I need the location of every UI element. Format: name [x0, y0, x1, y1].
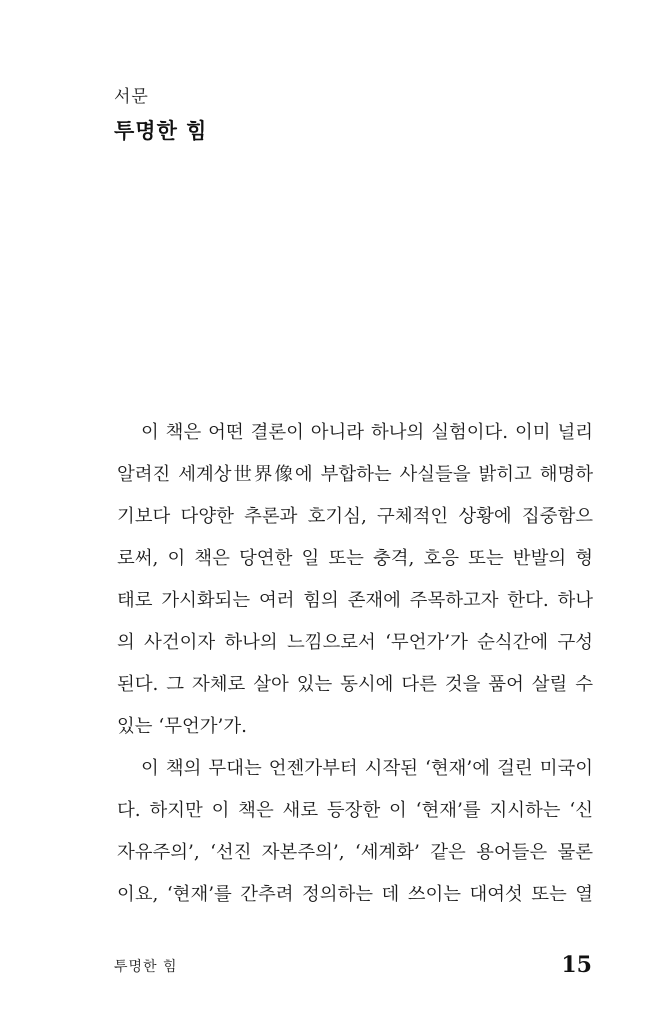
page-number: 15 [561, 952, 592, 978]
text-line: 태로 가시화되는 여러 힘의 존재에 주목하고자 한다. 하나 [117, 590, 593, 611]
running-footer-title: 투명한 힘 [114, 959, 178, 975]
text-line: 자유주의’, ‘선진 자본주의’, ‘세계화’ 같은 용어들은 물론 [117, 842, 593, 863]
text-line: 다. 하지만 이 책은 새로 등장한 이 ‘현재’를 지시하는 ‘신 [117, 800, 593, 821]
chapter-title: 투명한 힘 [114, 118, 208, 143]
text-line: 있는 ‘무언가’가. [117, 716, 247, 737]
text-line: 기보다 다양한 추론과 호기심, 구체적인 상황에 집중함으 [117, 506, 593, 527]
text-line: 알려진 세계상世界像에 부합하는 사실들을 밝히고 해명하 [117, 464, 593, 485]
text-line: 의 사건이자 하나의 느낌으로서 ‘무언가’가 순식간에 구성 [117, 632, 593, 653]
text-line: 로써, 이 책은 당연한 일 또는 충격, 호응 또는 반발의 형 [117, 548, 593, 569]
body-text [117, 412, 593, 916]
text-line: 이 책의 무대는 언젠가부터 시작된 ‘현재’에 걸린 미국이 [141, 758, 593, 779]
section-label: 서문 [114, 87, 149, 107]
text-line: 이 책은 어떤 결론이 아니라 하나의 실험이다. 이미 널리 [141, 422, 593, 443]
text-line: 된다. 그 자체로 살아 있는 동시에 다른 것을 품어 살릴 수 [117, 674, 593, 695]
text-line: 이요, ‘현재’를 간추려 정의하는 데 쓰이는 대여섯 또는 열 [117, 884, 593, 905]
